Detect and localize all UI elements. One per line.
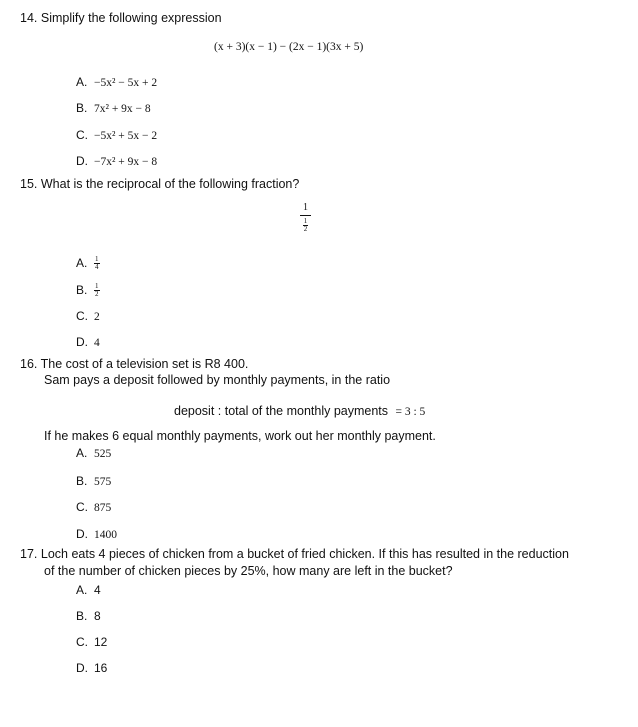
q15-fraction <box>300 203 311 233</box>
q15-header <box>20 177 299 191</box>
option-text: 7x² + 9x − 8 <box>94 103 151 115</box>
q17-option-b[interactable] <box>76 609 101 623</box>
q17-option-c[interactable] <box>76 635 107 649</box>
q17-line2: of the number of chicken pieces by 25%, how many are left in the bucket? <box>44 564 453 578</box>
option-text: 4 <box>94 583 101 597</box>
option-label: B. <box>76 609 88 623</box>
option-label: D. <box>76 335 88 349</box>
q16-number: 16. <box>20 357 38 371</box>
q14-option-a[interactable] <box>76 75 157 89</box>
option-text: 1400 <box>94 529 117 541</box>
option-label: B. <box>76 283 88 297</box>
q17-option-a[interactable] <box>76 583 101 597</box>
option-text: 575 <box>94 476 112 488</box>
option-text: −7x² + 9x − 8 <box>94 156 158 168</box>
option-denominator: 4 <box>95 263 99 272</box>
fraction-numerator: 1 <box>303 202 308 213</box>
option-text: 12 <box>94 635 108 649</box>
option-text: −5x² + 5x − 2 <box>94 130 158 142</box>
q16-line2: Sam pays a deposit followed by monthly payments, in the ratio <box>44 373 391 387</box>
q16-option-a[interactable] <box>76 446 111 460</box>
q14-prompt: Simplify the following expression <box>40 11 222 25</box>
ratio-value: = 3 : 5 <box>395 406 426 418</box>
option-label: D. <box>76 527 88 541</box>
fraction-denominator <box>303 218 309 233</box>
option-label: D. <box>76 661 88 675</box>
option-label: A. <box>76 256 88 270</box>
option-label: C. <box>76 635 88 649</box>
option-denominator: 2 <box>95 290 99 299</box>
q16-header <box>20 357 248 371</box>
q16-line3: If he makes 6 equal monthly payments, work out her monthly payment. <box>44 429 436 443</box>
inner-numerator: 1 <box>303 217 308 225</box>
q17-option-d[interactable] <box>76 661 107 675</box>
option-text: 875 <box>94 502 112 514</box>
ratio-text: deposit : total of the monthly payments <box>174 404 389 418</box>
option-label: A. <box>76 75 88 89</box>
option-text: 4 <box>94 337 100 349</box>
option-numerator: 1 <box>95 255 99 264</box>
option-text: 2 <box>94 311 100 323</box>
q14-option-b[interactable] <box>76 101 151 115</box>
q16-option-b[interactable] <box>76 474 111 488</box>
q14-number: 14. <box>20 11 38 25</box>
inner-denominator: 2 <box>303 225 308 233</box>
option-text: 8 <box>94 609 101 623</box>
q17-header <box>20 547 569 561</box>
option-fraction <box>94 256 100 271</box>
option-label: D. <box>76 154 88 168</box>
option-text: 16 <box>94 661 108 675</box>
option-text: 525 <box>94 448 112 460</box>
q16-option-c[interactable] <box>76 500 111 514</box>
option-label: C. <box>76 128 88 142</box>
q15-option-a[interactable] <box>76 256 100 271</box>
q15-option-d[interactable] <box>76 335 100 349</box>
q14-option-d[interactable] <box>76 154 157 168</box>
q17-number: 17. <box>20 547 38 561</box>
option-label: A. <box>76 446 88 460</box>
option-label: B. <box>76 101 88 115</box>
q15-option-c[interactable] <box>76 309 100 323</box>
q14-expression: (x + 3)(x − 1) − (2x − 1)(3x + 5) <box>214 41 364 53</box>
q15-option-b[interactable] <box>76 283 100 298</box>
option-label: C. <box>76 309 88 323</box>
option-text: −5x² − 5x + 2 <box>94 77 158 89</box>
q15-prompt: What is the reciprocal of the following fraction? <box>40 177 300 191</box>
q14-header <box>20 11 222 25</box>
option-numerator: 1 <box>95 282 99 291</box>
option-label: A. <box>76 583 88 597</box>
q16-ratio <box>174 404 425 418</box>
q17-line1: Loch eats 4 pieces of chicken from a bucket of fried chicken. If this has resulted in the reduction <box>40 547 569 561</box>
q16-option-d[interactable] <box>76 527 117 541</box>
option-label: C. <box>76 500 88 514</box>
option-fraction <box>94 283 100 298</box>
q15-number: 15. <box>20 177 38 191</box>
q16-line1: The cost of a television set is R8 400. <box>40 357 249 371</box>
q14-option-c[interactable] <box>76 128 157 142</box>
option-label: B. <box>76 474 88 488</box>
